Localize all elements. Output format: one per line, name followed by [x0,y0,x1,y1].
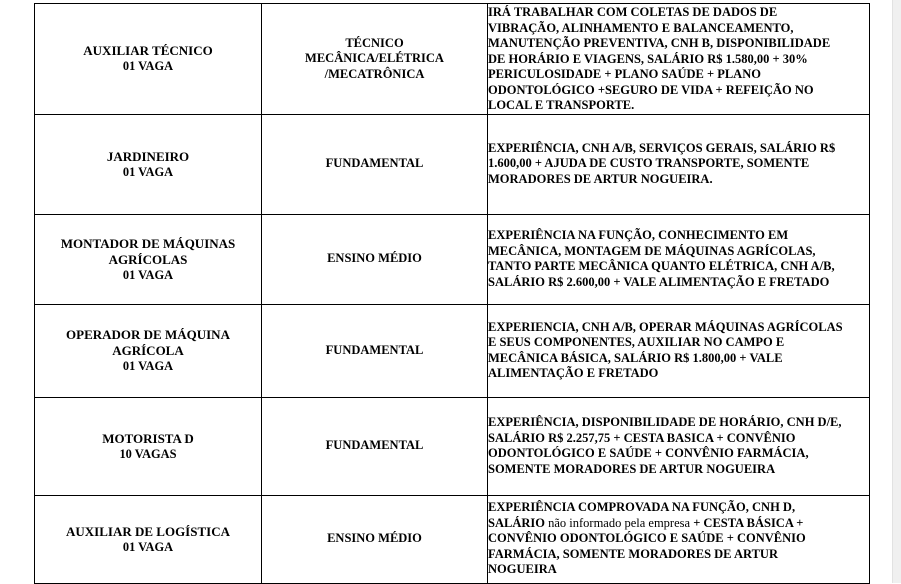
description-cell [488,214,870,304]
vacancy-count: 01 VAGA [122,539,174,554]
education-line: MECÂNICA/ELÉTRICA [305,51,444,65]
vacancy-count: 01 VAGA [122,164,174,179]
description-line: ALIMENTAÇÃO E FRETADO [488,366,659,380]
education-line: FUNDAMENTAL [325,342,424,357]
job-title-cell [35,304,262,397]
education-line: ENSINO MÉDIO [327,531,422,546]
education-cell [262,304,488,397]
description-line-mixed [488,516,869,532]
description-line: MECÂNICA, MONTAGEM DE MÁQUINAS AGRÍCOLAS, [488,243,816,258]
job-title: OPERADOR DE MÁQUINA AGRÍCOLA [66,327,230,358]
description-line: SALÁRIO R$ 2.257,75 + CESTA BASICA + CONVÊNIO [488,430,796,445]
description-line: PERICULOSIDADE + PLANO SAÚDE + PLANO [488,67,761,81]
description-line: EXPERIÊNCIA NA FUNÇÃO, CONHECIMENTO EM [488,228,789,242]
vacancy-count: 01 VAGA [122,59,174,74]
job-title-cell [35,397,262,495]
job-title-cell [35,214,262,304]
description-line: DE HORÁRIO E VIAGENS, SALÁRIO R$ 1.580,00 + 30% [488,51,808,66]
education-cell [262,4,488,115]
education-line: TÉCNICO [345,35,404,50]
education-cell [262,397,488,495]
description-cell [488,114,870,214]
salary-label: SALÁRIO [488,515,545,530]
description-cell [488,495,870,583]
description-line: SOMENTE MORADORES DE ARTUR NOGUEIRA [488,461,776,476]
vacancy-count: 01 VAGA [122,267,174,282]
table-row [35,114,870,214]
vacancy-count: 01 VAGA [122,359,174,373]
description-line: EXPERIÊNCIA COMPROVADA NA FUNÇÃO, CNH D, [488,500,796,515]
description-line: MANUTENÇÃO PREVENTIVA, CNH B, DISPONIBILIDADE [488,36,831,50]
description-line: EXPERIÊNCIA, CNH A/B, SERVIÇOS GERAIS, SALÁRIO R$ [488,140,836,155]
table-row [35,397,870,495]
description-line: TANTO PARTE MECÂNICA QUANTO ELÉTRICA, CNH A/B, [488,259,835,273]
description-line: VIBRAÇÃO, ALINHAMENTO E BALANCEAMENTO, [488,20,794,35]
job-title: MOTORISTA D [102,430,194,446]
education-cell [262,214,488,304]
description-line: EXPERIÊNCIA, DISPONIBILIDADE DE HORÁRIO, CNH D/E, [488,415,842,429]
job-title-cell [35,495,262,583]
description-line: CONVÊNIO ODONTOLÓGICO E SAÚDE + CONVÊNIO [488,531,806,546]
education-cell [262,495,488,583]
description-cell [488,304,870,397]
job-openings-table [34,3,870,584]
description-line: MORADORES DE ARTUR NOGUEIRA. [488,171,713,186]
description-line: ODONTOLÓGICO +SEGURO DE VIDA + REFEIÇÃO NO [488,82,814,97]
benefits-text: + CESTA BÁSICA + [690,515,804,530]
description-line: SALÁRIO R$ 2.600,00 + VALE ALIMENTAÇÃO E FRETADO [488,274,830,289]
description-cell [488,4,870,115]
education-line: FUNDAMENTAL [325,156,424,171]
description-cell [488,397,870,495]
salary-not-informed-note: não informado pela empresa [544,515,691,530]
vertical-scrollbar[interactable] [892,0,901,583]
job-title: AUXILIAR DE LOGÍSTICA [66,523,230,539]
description-line: ODONTOLÓGICO E SAÚDE + CONVÊNIO FARMÁCIA, [488,446,809,460]
table-row [35,304,870,397]
job-title-cell [35,4,262,115]
table-row [35,4,870,115]
education-line: FUNDAMENTAL [325,438,424,453]
education-line: /MECATRÔNICA [324,66,425,81]
description-line: NOGUEIRA [488,562,557,577]
description-line: E SEUS COMPONENTES, AUXILIAR NO CAMPO E [488,335,785,349]
description-line: IRÁ TRABALHAR COM COLETAS DE DADOS DE [488,5,778,19]
description-line: 1.600,00 + AJUDA DE CUSTO TRANSPORTE, SOMENTE [488,156,810,171]
job-title: JARDINEIRO [106,148,190,164]
table-row [35,214,870,304]
description-line: MECÂNICA BÁSICA, SALÁRIO R$ 1.800,00 + VALE [488,350,783,365]
job-title-cell [35,114,262,214]
table-row [35,495,870,583]
job-title: AUXILIAR TÉCNICO [83,43,213,59]
description-line: LOCAL E TRANSPORTE. [488,98,635,112]
education-cell [262,114,488,214]
description-line: EXPERIENCIA, CNH A/B, OPERAR MÁQUINAS AGRÍCOLAS [488,319,843,334]
vacancy-count: 10 VAGAS [119,446,177,461]
description-line: FARMÁCIA, SOMENTE MORADORES DE ARTUR [488,546,778,561]
job-title: MONTADOR DE MÁQUINAS AGRÍCOLAS [60,235,236,267]
education-line: ENSINO MÉDIO [327,251,422,266]
